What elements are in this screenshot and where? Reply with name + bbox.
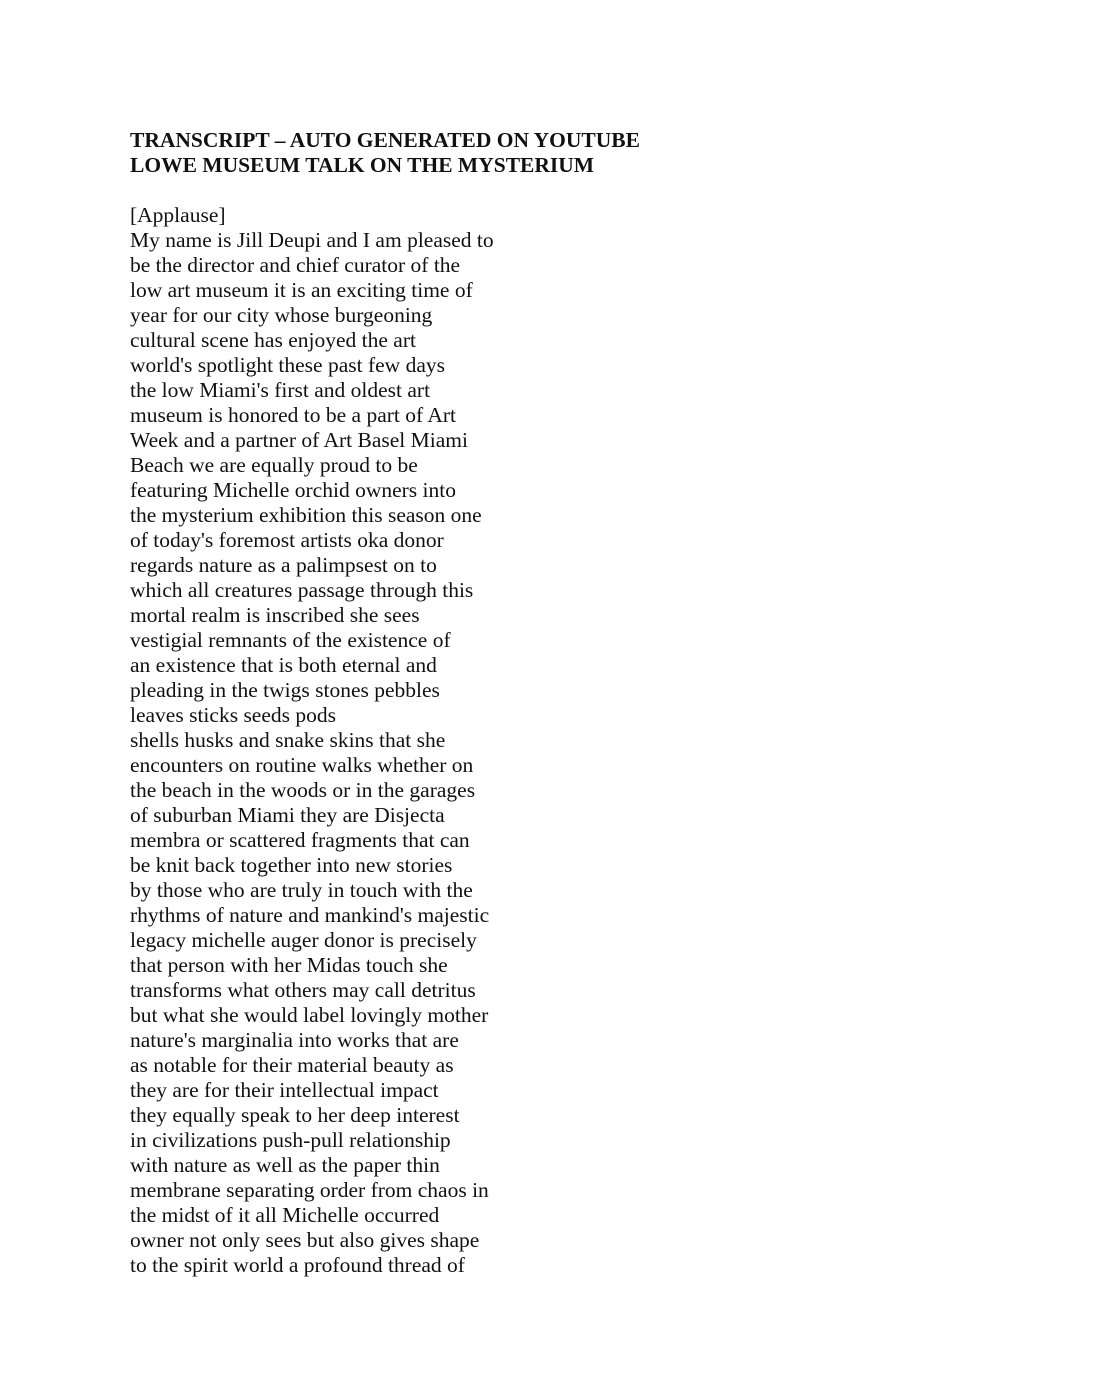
transcript-line: with nature as well as the paper thin	[130, 1153, 440, 1177]
transcript-line: owner not only sees but also gives shape	[130, 1228, 480, 1252]
transcript-line: which all creatures passage through this	[130, 578, 474, 602]
transcript-line: transforms what others may call detritus	[130, 978, 476, 1002]
transcript-line: to the spirit world a profound thread of	[130, 1253, 465, 1277]
transcript-line: the mysterium exhibition this season one	[130, 503, 482, 527]
transcript-line: be knit back together into new stories	[130, 853, 453, 877]
transcript-line: year for our city whose burgeoning	[130, 303, 433, 327]
transcript-line: but what she would label lovingly mother	[130, 1003, 489, 1027]
transcript-line: Beach we are equally proud to be	[130, 453, 418, 477]
transcript-line: in civilizations push-pull relationship	[130, 1128, 451, 1152]
transcript-body	[130, 203, 1030, 1278]
transcript-line: an existence that is both eternal and	[130, 653, 437, 677]
transcript-line: that person with her Midas touch she	[130, 953, 448, 977]
document-title	[130, 128, 1030, 178]
transcript-line: vestigial remnants of the existence of	[130, 628, 451, 652]
transcript-line: rhythms of nature and mankind's majestic	[130, 903, 490, 927]
transcript-line: the midst of it all Michelle occurred	[130, 1203, 440, 1227]
transcript-line: museum is honored to be a part of Art	[130, 403, 457, 427]
transcript-line: legacy michelle auger donor is precisely	[130, 928, 477, 952]
title-line-2: LOWE MUSEUM TALK ON THE MYSTERIUM	[130, 153, 595, 177]
transcript-line: mortal realm is inscribed she sees	[130, 603, 420, 627]
transcript-line: encounters on routine walks whether on	[130, 753, 474, 777]
transcript-line: [Applause]	[130, 203, 226, 227]
transcript-line: My name is Jill Deupi and I am pleased to	[130, 228, 494, 252]
transcript-line: be the director and chief curator of the	[130, 253, 461, 277]
transcript-line: pleading in the twigs stones pebbles	[130, 678, 440, 702]
document-page	[130, 128, 1030, 1278]
transcript-line: the low Miami's first and oldest art	[130, 378, 431, 402]
transcript-line: as notable for their material beauty as	[130, 1053, 454, 1077]
transcript-line: of today's foremost artists oka donor	[130, 528, 444, 552]
transcript-line: nature's marginalia into works that are	[130, 1028, 459, 1052]
transcript-line: they equally speak to her deep interest	[130, 1103, 460, 1127]
transcript-line: by those who are truly in touch with the	[130, 878, 473, 902]
transcript-line: they are for their intellectual impact	[130, 1078, 439, 1102]
transcript-line: cultural scene has enjoyed the art	[130, 328, 416, 352]
transcript-line: shells husks and snake skins that she	[130, 728, 446, 752]
transcript-line: featuring Michelle orchid owners into	[130, 478, 456, 502]
transcript-line: the beach in the woods or in the garages	[130, 778, 476, 802]
transcript-line: membrane separating order from chaos in	[130, 1178, 489, 1202]
transcript-line: membra or scattered fragments that can	[130, 828, 470, 852]
transcript-line: regards nature as a palimpsest on to	[130, 553, 437, 577]
transcript-line: leaves sticks seeds pods	[130, 703, 337, 727]
transcript-line: of suburban Miami they are Disjecta	[130, 803, 445, 827]
title-line-1: TRANSCRIPT – AUTO GENERATED ON YOUTUBE	[130, 128, 640, 152]
transcript-line: low art museum it is an exciting time of	[130, 278, 473, 302]
transcript-line: Week and a partner of Art Basel Miami	[130, 428, 468, 452]
transcript-line: world's spotlight these past few days	[130, 353, 445, 377]
